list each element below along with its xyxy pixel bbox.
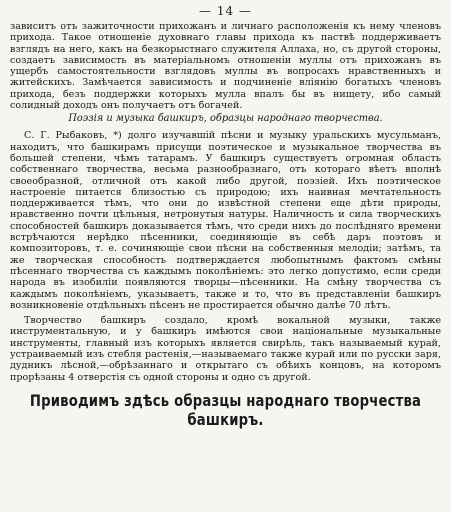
- page-number: — 14 —: [199, 4, 252, 18]
- body-paragraph: Творчество башкиръ создало, кромѣ вокальной музыки, также инструментальную, и у башкиръ имѣются свои національные музыкальные инструменты, главный изъ которыхъ является свирѣль, такъ называемый курай, устраиваемый изъ стебля растенія,—называемаго также курай или по русски заря, дудникъ лѣсной,—обрѣзаннаго и открытаго съ обѣихъ концовъ, на которомъ прорѣзаны 4 отверстія съ одной стороны и одно съ другой.: [10, 315, 441, 383]
- section-heading: Поэзія и музыка башкиръ, образцы народнаго творчества.: [68, 113, 383, 125]
- body-paragraph: зависитъ отъ зажиточности прихожанъ и личнаго расположенія къ нему членовъ прихода. Такое отношеніе духовнаго главы прихода къ паствѣ поддерживаетъ взглядъ на него, какъ на безкорыстнаго служителя Аллаха, но, съ другой стороны, создаетъ зависимость въ матеріальномъ отношеніи муллы отъ прихожанъ въ ущербъ самостоятельности взглядовъ муллы въ вопросахъ нравственныхъ и житейскихъ. Замѣчается зависимость и подчиненіе вліянію богатыхъ членовъ прихода, безъ поддержки которыхъ мулла впалъ бы въ нищету, ибо самый солидный доходъ онъ получаетъ отъ богачей.: [10, 21, 441, 112]
- closing-heading: Приводимъ здѣсь образцы народнаго творчества башкиръ.: [29, 393, 422, 430]
- body-paragraph: С. Г. Рыбаковъ, *) долго изучавшій пѣсни и музыку уральскихъ мусульманъ, находитъ, что башкирамъ присущи поэтическое и музыкальное творчества въ большей степени, чѣмъ татарамъ. У башкиръ существуетъ огромная область собственнаго творчества, весьма разнообразнаго, отъ котораго вѣетъ вполнѣ своеобразной, отличной отъ какой либо другой, поэзіей. Ихъ поэтическое настроеніе питается близостью съ природою; ихъ наивная мечтательность поддерживается тѣмъ, что они до извѣстной степени еще дѣти природы, нравственно почти цѣльныя, нетронутыя натуры. Наличность и сила творческихъ способностей башкиръ доказывается тѣмъ, что среди нихъ до послѣдняго времени встрѣчаются нерѣдко пѣсенники, соединяющіе въ себѣ даръ поэтовъ и композиторовъ, т. е. сочиняющіе свои пѣсни на собственныя мелодіи; затѣмъ, та же творческая способность подтверждается любопытнымъ фактомъ смѣны пѣсеннаго творчества съ каждымъ поколѣніемъ: это легко допустимо, если среди народа въ изобиліи появляются творцы—пѣсенники. На смѣну творчества съ каждымъ поколѣніемъ, указываетъ, также и то, что въ представленіи башкиръ возникновеніе отдѣльныхъ пѣсенъ не простирается обычно далѣе 70 лѣтъ.: [10, 130, 441, 311]
